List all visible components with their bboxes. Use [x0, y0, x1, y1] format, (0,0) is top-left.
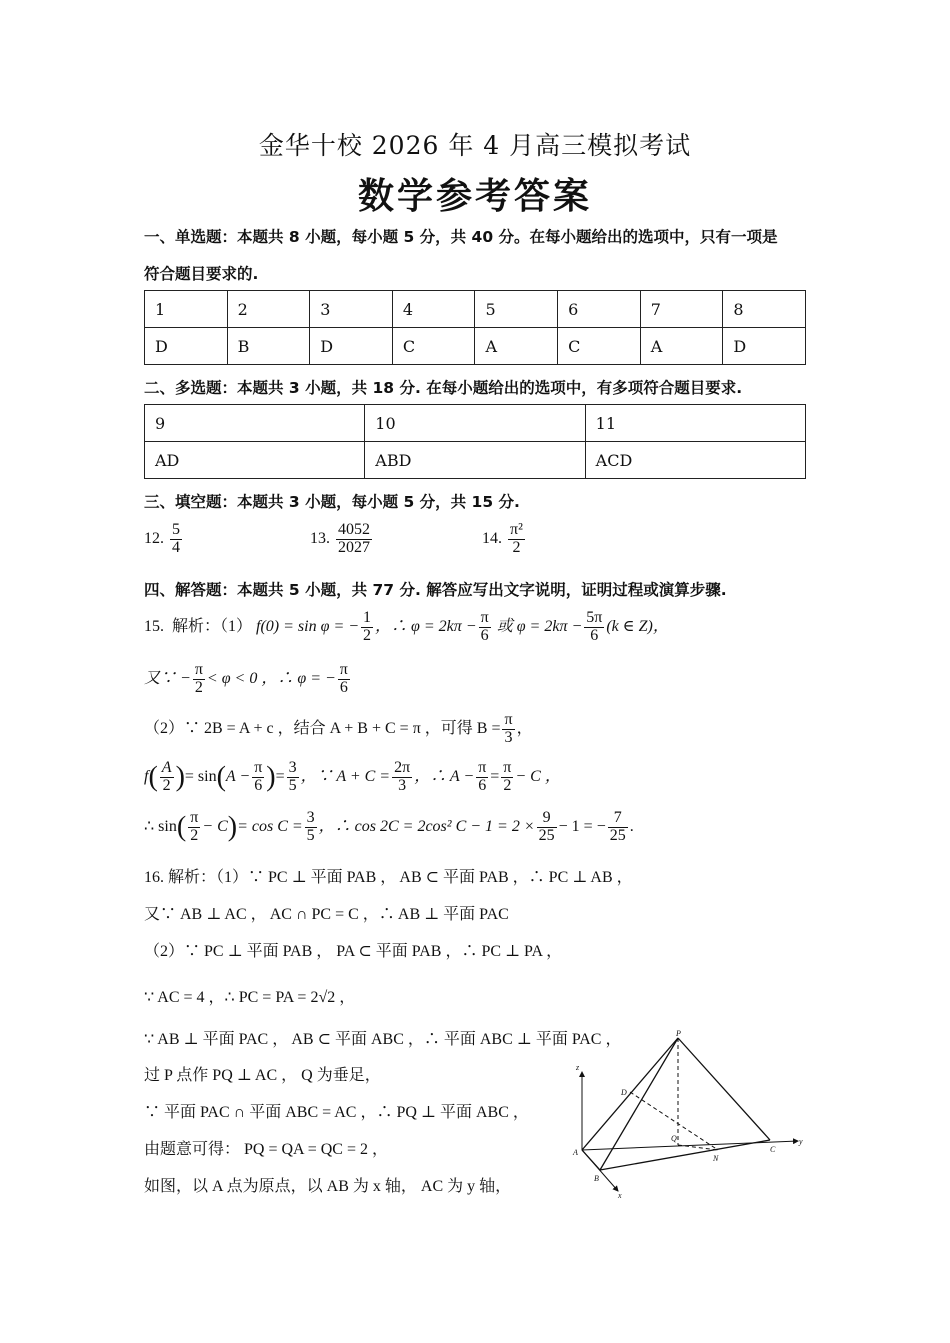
- section4-heading: 四、解答题：本题共 5 小题，共 77 分. 解答应写出文字说明，证明过程或演算步骤.: [144, 581, 727, 599]
- q15-line-1: 15. 解析：（1） f(0) = sin φ = − $\frac{1}{2}$ ，∴ φ = 2kπ − $\frac{\pi}{6}$ 或 φ = 2kπ − $\frac{5\pi}{6}$ (k ∈ Z)，: [144, 609, 669, 644]
- question-number: 3: [310, 291, 393, 328]
- pyramid-figure: [570, 1028, 810, 1203]
- label-P: P: [676, 1029, 681, 1038]
- answer-cell: C: [558, 328, 641, 365]
- answer-cell: ACD: [585, 442, 805, 479]
- answer-cell: C: [392, 328, 475, 365]
- label-N: N: [713, 1154, 719, 1163]
- question-number: 5: [475, 291, 558, 328]
- edge-BC: [600, 1140, 770, 1170]
- q16-line-4: ∵ AC = 4 ，∴ PC = PA = 2√2 ，: [144, 989, 356, 1006]
- label-B: B: [594, 1174, 599, 1183]
- question-number: 9: [145, 405, 365, 442]
- q15-line-5: ∴ sin( $\frac{\pi}{2}$ − C)= cos C = $\frac{3}{5}$ ，∴ cos 2C = 2cos² C − 1 = 2 × $\frac{9}{25}$ − 1 = − $\frac{7}{25}$ .: [144, 809, 634, 844]
- answer-cell: D: [723, 328, 806, 365]
- label-A: A: [573, 1148, 578, 1157]
- multi-choice-table: [144, 404, 806, 479]
- answer-cell: D: [310, 328, 393, 365]
- answer-14: [482, 522, 527, 557]
- question-number: 1: [145, 291, 228, 328]
- question-number: 8: [723, 291, 806, 328]
- answer-13-fraction: $\frac{4052}{2027}$: [338, 521, 370, 556]
- section1-heading-cont: 符合题目要求的.: [144, 265, 259, 283]
- answer-cell: B: [227, 328, 310, 365]
- answer-14-label: 14.: [482, 529, 502, 547]
- answer-12-fraction: $\frac{5}{4}$: [172, 521, 180, 556]
- answer-14-fraction: $\frac{\text{π²}}{2}$: [510, 521, 523, 556]
- q15-line-2: 又∵ − $\frac{\pi}{2}$ < φ < 0 ，∴ φ = − $\frac{\pi}{6}$: [144, 661, 348, 696]
- answer-cell: D: [145, 328, 228, 365]
- q15-line-4: f( $\frac{A}{2}$ )= sin(A − $\frac{\pi}{6}$ )= $\frac{3}{5}$ ，∵ A + C = $\frac{2\pi}{3}$ ，∴ A − $\frac{\pi}{6}$ = $\frac{\pi}{2}$ − C ，: [144, 759, 561, 794]
- edge-PB: [600, 1038, 678, 1170]
- table-row: [145, 405, 806, 442]
- label-D: D: [621, 1088, 627, 1097]
- q16-line-5: ∵ AB ⊥ 平面 PAC ， AB ⊂ 平面 ABC ，∴ 平面 ABC ⊥ 平面 PAC ，: [144, 1031, 622, 1048]
- label-x: x: [618, 1191, 622, 1200]
- answer-cell: A: [640, 328, 723, 365]
- answer-cell: A: [475, 328, 558, 365]
- q16-line-6: 过 P 点作 PQ ⊥ AC ， Q 为垂足，: [144, 1067, 381, 1084]
- answer-cell: ABD: [365, 442, 585, 479]
- section2-heading: 二、多选题：本题共 3 小题，共 18 分. 在每小题给出的选项中，有多项符合题目要求.: [144, 379, 743, 397]
- answer-13-label: 13.: [310, 529, 330, 547]
- section1-heading: 一、单选题：本题共 8 小题，每小题 5 分，共 40 分。在每小题给出的选项中，只有一项是: [144, 228, 778, 246]
- q16-line-2: 又∵ AB ⊥ AC ， AC ∩ PC = C ，∴ AB ⊥ 平面 PAC: [144, 906, 509, 923]
- label-z: z: [576, 1063, 580, 1072]
- q16-line-7: ∵ 平面 PAC ∩ 平面 ABC = AC ，∴ PQ ⊥ 平面 ABC ，: [144, 1104, 529, 1121]
- q16-line-9: 如图，以 A 点为原点，以 AB 为 x 轴， AC 为 y 轴，: [144, 1178, 512, 1195]
- table-row: [145, 442, 806, 479]
- edge-PA: [582, 1038, 678, 1150]
- single-choice-table: [144, 290, 806, 365]
- q16-line-3: （2）∵ PC ⊥ 平面 PAB ， PA ⊂ 平面 PAB ，∴ PC ⊥ PA ，: [144, 943, 563, 960]
- exam-title: 金华十校 2026 年 4 月高三模拟考试: [258, 131, 692, 160]
- answer-13: [310, 522, 374, 557]
- q16-line-8: 由题意可得： PQ = QA = QC = 2 ，: [144, 1141, 388, 1158]
- question-number: 10: [365, 405, 585, 442]
- question-number: 2: [227, 291, 310, 328]
- edge-AB: [582, 1150, 600, 1170]
- question-number: 7: [640, 291, 723, 328]
- answer-12-label: 12.: [144, 529, 164, 547]
- table-row: [145, 328, 806, 365]
- section3-heading: 三、填空题：本题共 3 小题，每小题 5 分，共 15 分.: [144, 493, 520, 511]
- table-row: [145, 291, 806, 328]
- question-number: 4: [392, 291, 475, 328]
- label-C: C: [770, 1145, 776, 1154]
- q15-line-3: （2）∵ 2B = A + c ，结合 A + B + C = π ，可得 B = $\frac{\pi}{3}$ ，: [144, 711, 533, 746]
- label-Q: Q: [671, 1134, 677, 1143]
- edge-PC: [678, 1038, 770, 1140]
- question-number: 6: [558, 291, 641, 328]
- answer-cell: AD: [145, 442, 365, 479]
- question-number: 11: [585, 405, 805, 442]
- q16-line-1: 16. 解析：（1）∵ PC ⊥ 平面 PAB ， AB ⊂ 平面 PAB ，∴ PC ⊥ AB ，: [144, 869, 633, 886]
- answer-12: [144, 522, 184, 557]
- answer-key-title: 数学参考答案: [357, 175, 592, 217]
- label-y: y: [799, 1137, 803, 1146]
